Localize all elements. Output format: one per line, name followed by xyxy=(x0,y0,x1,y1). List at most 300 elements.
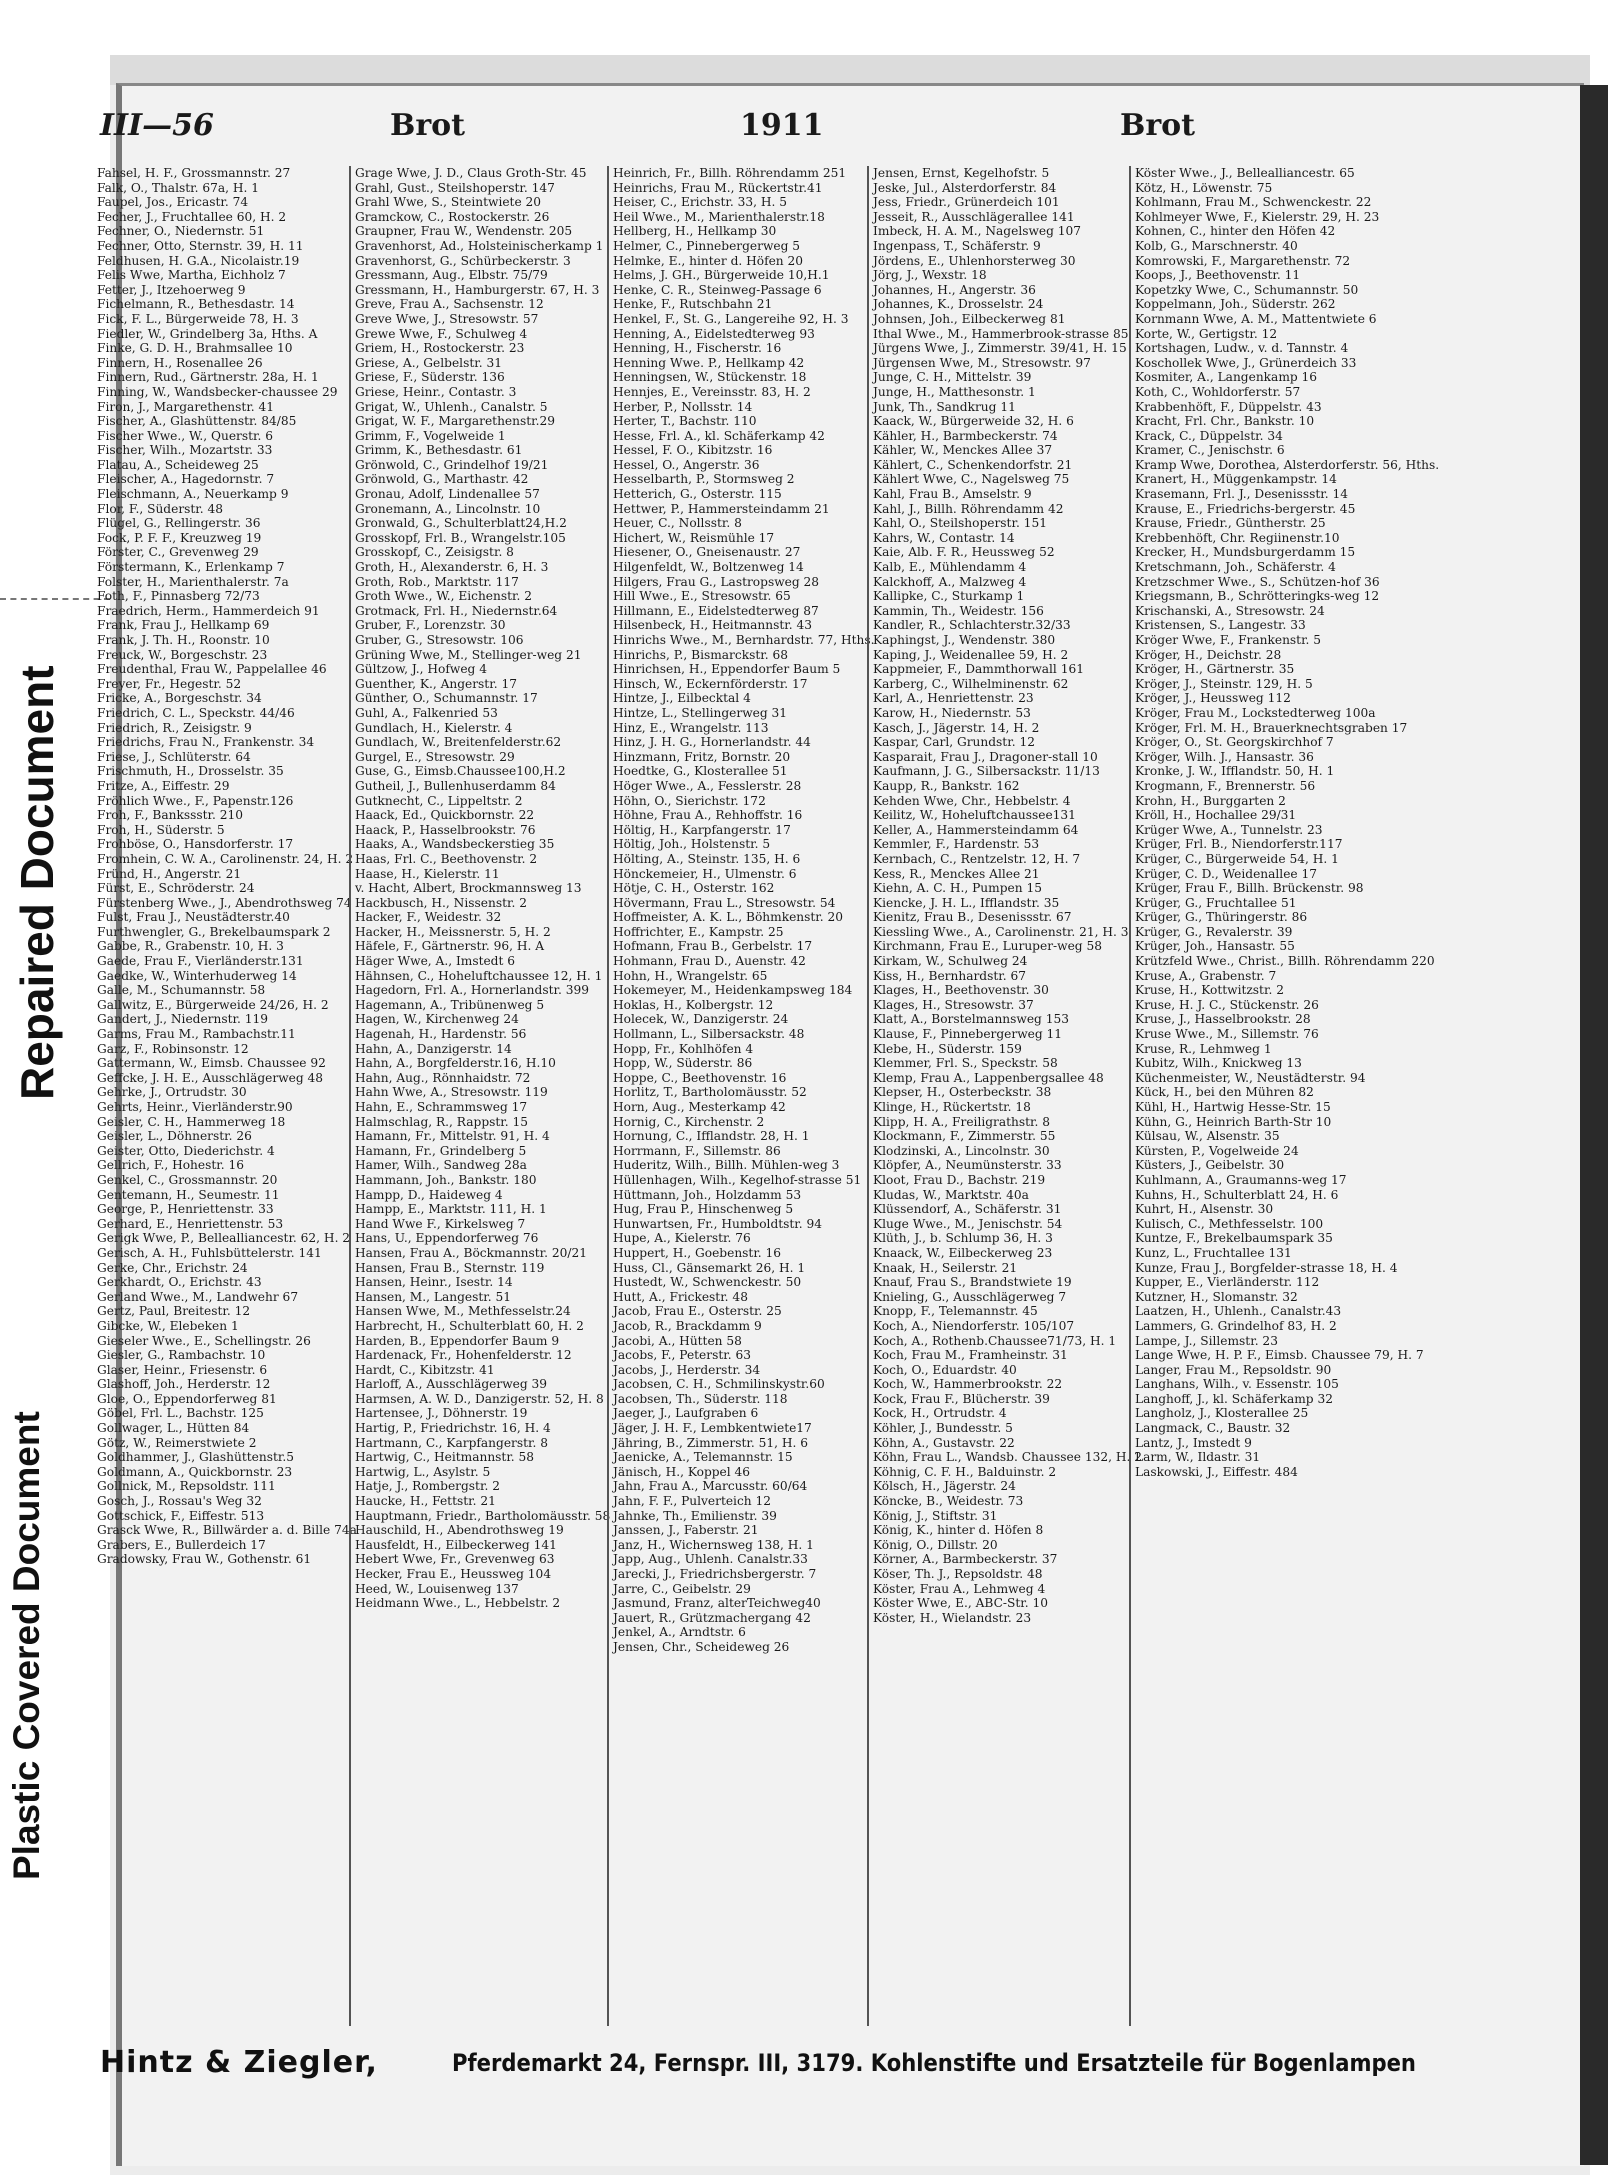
directory-entry: Gressmann, H., Hamburgerstr. 67, H. 3 xyxy=(355,282,600,297)
directory-entry: Kohlmeyer Wwe, F., Kielerstr. 29, H. 23 xyxy=(1135,209,1380,224)
page-top-shadow xyxy=(110,55,1590,85)
directory-entry: Kalb, E., Mühlendamm 4 xyxy=(873,560,1027,575)
directory-entry: Hessel, F. O., Kibitzstr. 16 xyxy=(613,443,773,458)
directory-entry: Hoedtke, G., Klosterallee 51 xyxy=(613,764,788,779)
directory-entry: Hesse, Frl. A., kl. Schäferkamp 42 xyxy=(613,428,825,443)
directory-entry: Laatzen, H., Uhlenh., Canalstr.43 xyxy=(1135,1304,1342,1319)
directory-entry: Kolb, G., Marschnerstr. 40 xyxy=(1135,238,1298,253)
directory-entry: Klüssendorf, A., Schäferstr. 31 xyxy=(873,1202,1062,1217)
directory-entry: Grönwold, G., Marthastr. 42 xyxy=(355,472,529,487)
directory-entry: Furthwengler, G., Brekelbaumspark 2 xyxy=(97,924,331,939)
directory-entry: Kuhrt, H., Alsenstr. 30 xyxy=(1135,1202,1274,1217)
directory-entry: Krischanski, A., Stresowstr. 24 xyxy=(1135,603,1325,618)
directory-entry: Koch, W., Hammerbrookstr. 22 xyxy=(873,1377,1063,1392)
directory-entry: Hahn, A., Borgfelderstr.16, H.10 xyxy=(355,1056,556,1071)
directory-entry: Friedrich, C. L., Speckstr. 44/46 xyxy=(97,705,295,720)
directory-column-4 xyxy=(867,166,1142,2026)
directory-entry: Hoffrichter, E., Kampstr. 25 xyxy=(613,924,784,939)
directory-entry: Hauptmann, Friedr., Bartholomäusstr. 58 xyxy=(355,1508,611,1523)
directory-entry: Henkel, F., St. G., Langereihe 92, H. 3 xyxy=(613,311,849,326)
directory-entry: Heiser, C., Erichstr. 33, H. 5 xyxy=(613,195,788,210)
directory-entry: Froh, H., Süderstr. 5 xyxy=(97,822,225,837)
directory-entry: Kretzschmer Wwe., S., Schützen-hof 36 xyxy=(1135,574,1380,589)
directory-entry: Kutzner, H., Slomanstr. 32 xyxy=(1135,1289,1298,1304)
directory-entry: Hartmann, C., Karpfangerstr. 8 xyxy=(355,1435,549,1450)
directory-entry: Gerhard, E., Henriettenstr. 53 xyxy=(97,1216,284,1231)
directory-entry: Hinrichs, P., Bismarckstr. 68 xyxy=(613,647,788,662)
directory-entry: Kunz, L., Fruchtallee 131 xyxy=(1135,1245,1292,1260)
directory-entry: Jahn, Frau A., Marcusstr. 60/64 xyxy=(613,1479,808,1494)
directory-entry: Jacobi, A., Hütten 58 xyxy=(613,1333,742,1348)
directory-entry: Kähler, H., Barmbeckerstr. 74 xyxy=(873,428,1058,443)
directory-entry: Jensen, Chr., Scheideweg 26 xyxy=(613,1639,790,1654)
directory-entry: Kahl, O., Steilshoperstr. 151 xyxy=(873,516,1047,531)
directory-entry: Günther, O., Schumannstr. 17 xyxy=(355,691,538,706)
directory-entry: Hohmann, Frau D., Auenstr. 42 xyxy=(613,954,806,969)
directory-entry: Jaenicke, A., Telemannstr. 15 xyxy=(613,1450,793,1465)
directory-entry: Guhl, A., Falkenried 53 xyxy=(355,705,498,720)
directory-entry: Fröhlich Wwe., F., Papenstr.126 xyxy=(97,793,294,808)
directory-entry: Gertz, Paul, Breitestr. 12 xyxy=(97,1304,251,1319)
directory-entry: Hansen, Frau B., Sternstr. 119 xyxy=(355,1260,545,1275)
directory-entry: Häger Wwe, A., Imstedt 6 xyxy=(355,954,516,969)
directory-entry: Klinge, H., Rückertstr. 18 xyxy=(873,1100,1031,1114)
directory-entry: Greve Wwe, J., Stresowstr. 57 xyxy=(355,311,539,326)
directory-entry: Grüning Wwe, M., Stellinger-weg 21 xyxy=(355,647,582,662)
directory-entry: Krüger, Frau F., Billh. Brückenstr. 98 xyxy=(1135,881,1364,896)
directory-entry: Klöpfer, A., Neumünsterstr. 33 xyxy=(873,1158,1062,1173)
directory-entry: Groth Wwe., W., Eichenstr. 2 xyxy=(355,589,533,604)
directory-entry: Gloe, O., Eppendorferweg 81 xyxy=(97,1391,277,1406)
directory-entry: Höltig, Joh., Holstenstr. 5 xyxy=(613,837,771,852)
directory-entry: König, J., Stiftstr. 31 xyxy=(873,1508,998,1523)
directory-entry: Freuck, W., Borgeschstr. 23 xyxy=(97,647,268,662)
directory-entry: Gerke, Chr., Erichstr. 24 xyxy=(97,1260,248,1275)
directory-entry: Herter, T., Bachstr. 110 xyxy=(613,414,757,429)
directory-entry: Hansen, Frau A., Böckmannstr. 20/21 xyxy=(355,1245,588,1260)
directory-entry: Klages, H., Beethovenstr. 30 xyxy=(873,983,1049,998)
directory-entry: Gellrich, F., Hohestr. 16 xyxy=(97,1158,244,1173)
directory-entry: Hutt, A., Frickestr. 48 xyxy=(613,1289,748,1304)
directory-entry: Huppert, H., Goebenstr. 16 xyxy=(613,1245,782,1260)
directory-entry: Hill Wwe., E., Stresowstr. 65 xyxy=(613,589,791,604)
directory-entry: Knaak, H., Seilerstr. 21 xyxy=(873,1260,1018,1275)
directory-entry: Heinrichs, Frau M., Rückertstr.41 xyxy=(613,180,823,195)
directory-entry: Kuhlmann, A., Graumanns-weg 17 xyxy=(1135,1172,1347,1187)
directory-entry: Johannes, K., Drosselstr. 24 xyxy=(873,297,1044,312)
directory-entry: Hoffmeister, A. K. L., Böhmkenstr. 20 xyxy=(613,910,844,925)
directory-entry: Hofmann, Frau B., Gerbelstr. 17 xyxy=(613,939,813,954)
directory-entry: Junge, H., Matthesonstr. 1 xyxy=(873,384,1036,399)
directory-entry: Herber, P., Nollsstr. 14 xyxy=(613,399,753,414)
directory-entry: Imbeck, H. A. M., Nagelsweg 107 xyxy=(873,224,1082,239)
directory-entry: Krüger, G., Thüringerstr. 86 xyxy=(1135,910,1308,925)
directory-entry: Freudenthal, Frau W., Pappelallee 46 xyxy=(97,662,327,677)
directory-entry: Kürsten, P., Vogelweide 24 xyxy=(1135,1143,1299,1158)
directory-entry: Gruber, F., Lorenzstr. 30 xyxy=(355,618,506,633)
directory-entry: Kröger, H., Deichstr. 28 xyxy=(1135,647,1282,662)
directory-entry: Harden, B., Eppendorfer Baum 9 xyxy=(355,1333,560,1348)
directory-entry: Klepser, H., Osterbeckstr. 38 xyxy=(873,1085,1052,1100)
directory-entry: Klages, H., Stresowstr. 37 xyxy=(873,997,1034,1012)
directory-entry: Hacker, H., Meissnerstr. 5, H. 2 xyxy=(355,924,551,939)
directory-entry: Gottschick, F., Eiffestr. 513 xyxy=(97,1508,265,1523)
directory-entry: Horlitz, T., Bartholomäusstr. 52 xyxy=(613,1085,807,1100)
directory-entry: Kruse, H., Kottwitzstr. 2 xyxy=(1135,983,1284,998)
directory-entry: Kaphingst, J., Wendenstr. 380 xyxy=(873,633,1056,647)
directory-entry: Köhler, J., Bundesstr. 5 xyxy=(873,1421,1013,1436)
directory-entry: Larm, W., Ildastr. 31 xyxy=(1135,1450,1261,1465)
directory-entry: Kosmiter, A., Langenkamp 16 xyxy=(1135,370,1318,385)
directory-entry: Gollnick, M., Repsoldstr. 111 xyxy=(97,1479,276,1494)
directory-entry: Kiessling Wwe., A., Carolinenstr. 21, H. 3 xyxy=(873,924,1129,939)
directory-columns xyxy=(93,166,1440,2026)
directory-entry: Langhoff, J., kl. Schäferkamp 32 xyxy=(1135,1391,1333,1406)
directory-entry: Kiencke, J. H. L., Ifflandstr. 35 xyxy=(873,895,1060,910)
directory-entry: Gollwager, L., Hütten 84 xyxy=(97,1421,250,1436)
directory-entry: Fraedrich, Herm., Hammerdeich 91 xyxy=(97,603,320,618)
directory-entry: Hötje, C. H., Osterstr. 162 xyxy=(613,881,775,896)
directory-column-2 xyxy=(349,166,611,2026)
directory-entry: Gronemann, A., Lincolnstr. 10 xyxy=(355,501,541,516)
directory-entry: Koops, J., Beethovenstr. 11 xyxy=(1135,268,1301,283)
directory-entry: Krüger, C., Bürgerweide 54, H. 1 xyxy=(1135,851,1339,866)
directory-entry: Kahrs, W., Contastr. 14 xyxy=(873,530,1015,545)
directory-entry: Glashoff, Joh., Herderstr. 12 xyxy=(97,1377,271,1392)
directory-entry: Groth, Rob., Marktstr. 117 xyxy=(355,574,519,589)
directory-entry: Hansen Wwe, M., Methfesselstr.24 xyxy=(355,1304,571,1319)
directory-entry: Hackbusch, H., Nissenstr. 2 xyxy=(355,895,527,910)
directory-entry: Hichert, W., Reismühle 17 xyxy=(613,530,775,545)
directory-entry: Huderitz, Wilh., Billh. Mühlen-weg 3 xyxy=(613,1158,840,1173)
directory-entry: Hartig, P., Friedrichstr. 16, H. 4 xyxy=(355,1421,551,1436)
directory-entry: Johannes, H., Angerstr. 36 xyxy=(873,282,1036,297)
directory-entry: Hilgers, Frau G., Lastropsweg 28 xyxy=(613,574,820,589)
directory-entry: Kludas, W., Marktstr. 40a xyxy=(873,1187,1029,1202)
directory-entry: Geister, Otto, Diederichstr. 4 xyxy=(97,1143,275,1158)
directory-entry: Lampe, J., Sillemstr. 23 xyxy=(1135,1333,1278,1348)
directory-entry: Heinrich, Fr., Billh. Röhrendamm 251 xyxy=(613,166,847,180)
directory-column-3 xyxy=(607,166,875,2026)
directory-entry: Haas, Frl. C., Beethovenstr. 2 xyxy=(355,851,538,866)
directory-entry: Holecek, W., Danzigerstr. 24 xyxy=(613,1012,789,1027)
directory-entry: Goldmann, A., Quickbornstr. 23 xyxy=(97,1464,293,1479)
directory-entry: Frank, J. Th. H., Roonstr. 10 xyxy=(97,633,270,647)
directory-entry: Kramp Wwe, Dorothea, Alsterdorferstr. 56, Hths. xyxy=(1135,457,1440,472)
directory-year: 1911 xyxy=(740,108,824,143)
directory-entry: Kirchmann, Frau E., Luruper-weg 58 xyxy=(873,939,1102,954)
directory-entry: Fechner, Otto, Sternstr. 39, H. 11 xyxy=(97,238,304,253)
directory-entry: Kruse, R., Lehmweg 1 xyxy=(1135,1041,1272,1056)
directory-entry: Krack, C., Düppelstr. 34 xyxy=(1135,428,1283,443)
directory-entry: Köster, H., Wielandstr. 23 xyxy=(873,1610,1032,1625)
directory-entry: Glaser, Heinr., Friesenstr. 6 xyxy=(97,1362,268,1377)
advertiser-name: Hintz & Ziegler, xyxy=(100,2045,378,2080)
directory-entry: Jensen, Ernst, Kegelhofstr. 5 xyxy=(873,166,1050,180)
directory-entry: Jörg, J., Wexstr. 18 xyxy=(873,268,987,283)
directory-entry: Krüger Wwe, A., Tunnelstr. 23 xyxy=(1135,822,1323,837)
directory-entry: Grahl Wwe, S., Steintwiete 20 xyxy=(355,195,542,210)
directory-entry: Hahn, A., Danzigerstr. 14 xyxy=(355,1041,512,1056)
directory-entry: Hartwig, C., Heitmannstr. 58 xyxy=(355,1450,535,1465)
directory-entry: Kriegsmann, B., Schrötteringks-weg 12 xyxy=(1135,589,1380,604)
directory-entry: Hagenah, H., Hardenstr. 56 xyxy=(355,1027,527,1042)
directory-entry: Hollmann, L., Silbersackstr. 48 xyxy=(613,1027,805,1042)
directory-entry: Haack, Ed., Quickbornstr. 22 xyxy=(355,808,535,823)
directory-entry: Folster, H., Marienthalerstr. 7a xyxy=(97,574,289,589)
directory-entry: Kronke, J. W., Ifflandstr. 50, H. 1 xyxy=(1135,764,1335,779)
directory-entry: Gravenhorst, G., Schürbeckerstr. 3 xyxy=(355,253,571,268)
directory-entry: Gramckow, C., Rostockerstr. 26 xyxy=(355,209,550,224)
directory-entry: Köncke, B., Weidestr. 73 xyxy=(873,1494,1024,1509)
directory-entry: Fichelmann, R., Bethesdastr. 14 xyxy=(97,297,295,312)
directory-entry: Huss, Cl., Gänsemarkt 26, H. 1 xyxy=(613,1260,806,1275)
directory-entry: Jesseit, R., Ausschlägerallee 141 xyxy=(873,209,1075,224)
directory-entry: Kuntze, F., Brekelbaumspark 35 xyxy=(1135,1231,1333,1246)
directory-entry: Kracht, Frl. Chr., Bankstr. 10 xyxy=(1135,414,1315,429)
directory-entry: Jauert, R., Grützmachergang 42 xyxy=(613,1610,811,1625)
directory-entry: Fecher, J., Fruchtallee 60, H. 2 xyxy=(97,209,287,224)
directory-entry: Henning, A., Eidelstedterweg 93 xyxy=(613,326,815,341)
directory-entry: Jacobs, F., Peterstr. 63 xyxy=(613,1348,751,1363)
directory-entry: Janssen, J., Faberstr. 21 xyxy=(613,1523,759,1538)
directory-entry: Jahn, F. F., Pulverteich 12 xyxy=(613,1494,772,1509)
directory-entry: George, P., Henriettenstr. 33 xyxy=(97,1202,274,1217)
directory-entry: Hacker, F., Weidestr. 32 xyxy=(355,910,502,925)
directory-entry: Grewe Wwe, F., Schulweg 4 xyxy=(355,326,528,341)
directory-entry: Körner, A., Barmbeckerstr. 37 xyxy=(873,1552,1058,1567)
directory-entry: Höger Wwe., A., Fesslerstr. 28 xyxy=(613,778,802,793)
directory-entry: Kortshagen, Ludw., v. d. Tannstr. 4 xyxy=(1135,341,1349,356)
directory-entry: Hinzmann, Fritz, Bornstr. 20 xyxy=(613,749,791,764)
directory-entry: Krohn, H., Burggarten 2 xyxy=(1135,793,1286,808)
directory-entry: Kloot, Frau D., Bachstr. 219 xyxy=(873,1172,1046,1187)
directory-entry: Hunwartsen, Fr., Humboldtstr. 94 xyxy=(613,1216,823,1231)
directory-entry: Jürgensen Wwe, M., Stresowstr. 97 xyxy=(873,355,1091,370)
directory-entry: Hilgenfeldt, W., Boltzenweg 14 xyxy=(613,560,804,575)
directory-entry: v. Hacht, Albert, Brockmannsweg 13 xyxy=(355,881,582,896)
directory-entry: Göbel, Frl. L., Bachstr. 125 xyxy=(97,1406,264,1421)
directory-entry: Köhnig, C. F. H., Balduinstr. 2 xyxy=(873,1464,1057,1479)
directory-entry: Haucke, H., Fettstr. 21 xyxy=(355,1494,496,1509)
directory-entry: Kohnen, C., hinter den Höfen 42 xyxy=(1135,224,1336,239)
directory-entry: Hetterich, G., Osterstr. 115 xyxy=(613,487,782,502)
directory-entry: Fricke, A., Borgeschstr. 34 xyxy=(97,691,262,706)
directory-entry: Gehrts, Heinr., Vierländerstr.90 xyxy=(97,1100,293,1114)
directory-entry: Hohn, H., Wrangelstr. 65 xyxy=(613,968,768,983)
directory-entry: Falk, O., Thalstr. 67a, H. 1 xyxy=(97,180,260,195)
directory-entry: Kappmeier, F., Dammthorwall 161 xyxy=(873,662,1084,677)
directory-entry: Kröger, O., St. Georgskirchhof 7 xyxy=(1135,735,1334,750)
directory-entry: Fleischmann, A., Neuerkamp 9 xyxy=(97,487,289,502)
directory-entry: Haaks, A., Wandsbeckerstieg 35 xyxy=(355,837,555,852)
directory-entry: Förstermann, K., Erlenkamp 7 xyxy=(97,560,285,575)
directory-entry: Guenther, K., Angerstr. 17 xyxy=(355,676,517,691)
directory-entry: Kohlmann, Frau M., Schwenckestr. 22 xyxy=(1135,195,1372,210)
directory-entry: Klodzinski, A., Lincolnstr. 30 xyxy=(873,1143,1050,1158)
directory-entry: Fromhein, C. W. A., Carolinenstr. 24, H. 2 xyxy=(97,851,354,866)
directory-entry: Klipp, H. A., Freiligrathstr. 8 xyxy=(873,1114,1051,1129)
directory-entry: Hüllenhagen, Wilh., Kegelhof-strasse 51 xyxy=(613,1172,862,1187)
directory-entry: Langer, Frau M., Repsoldstr. 90 xyxy=(1135,1362,1332,1377)
directory-entry: Küsters, J., Geibelstr. 30 xyxy=(1135,1158,1285,1173)
directory-entry: Freyer, Fr., Hegestr. 52 xyxy=(97,676,242,691)
directory-entry: Kahl, J., Billh. Röhrendamm 42 xyxy=(873,501,1064,516)
directory-entry: Lammers, G. Grindelhof 83, H. 2 xyxy=(1135,1318,1337,1333)
directory-entry: Hinz, J. H. G., Hornerlandstr. 44 xyxy=(613,735,811,750)
directory-entry: Kretschmann, Joh., Schäferstr. 4 xyxy=(1135,560,1336,575)
directory-entry: Hennjes, E., Vereinsstr. 83, H. 2 xyxy=(613,384,811,399)
directory-entry: Jarre, C., Geibelstr. 29 xyxy=(613,1581,751,1596)
directory-entry: Hampp, D., Haideweg 4 xyxy=(355,1187,503,1202)
directory-entry: Gressmann, Aug., Elbstr. 75/79 xyxy=(355,268,548,283)
directory-entry: Kupper, E., Vierländerstr. 112 xyxy=(1135,1275,1320,1290)
directory-entry: Külsau, W., Alsenstr. 35 xyxy=(1135,1129,1280,1144)
directory-entry: Kaack, W., Bürgerweide 32, H. 6 xyxy=(873,414,1074,429)
directory-entry: Haack, P., Hasselbrookstr. 76 xyxy=(355,822,536,837)
directory-entry: Kock, H., Ortrudstr. 4 xyxy=(873,1406,1007,1421)
directory-entry: Kandler, R., Schlachterstr.32/33 xyxy=(873,618,1071,633)
directory-entry: Graupner, Frau W., Wendenstr. 205 xyxy=(355,224,573,239)
directory-entry: Junk, Th., Sandkrug 11 xyxy=(873,399,1016,414)
directory-entry: Firon, J., Margarethenstr. 41 xyxy=(97,399,275,414)
directory-entry: Hillmann, E., Eidelstedterweg 87 xyxy=(613,603,819,618)
directory-entry: Hansen, M., Langestr. 51 xyxy=(355,1289,512,1304)
directory-entry: Jördens, E., Uhlenhorsterweg 30 xyxy=(873,253,1076,268)
directory-entry: Krüger, Joh., Hansastr. 55 xyxy=(1135,939,1295,954)
page-number: III—56 xyxy=(100,108,214,143)
page-binding-edge xyxy=(1580,85,1608,2165)
directory-entry: Kück, H., bei den Mühren 82 xyxy=(1135,1085,1314,1100)
directory-entry: Hug, Frau P., Hinschenweg 5 xyxy=(613,1202,794,1217)
directory-entry: Garms, Frau M., Rambachstr.11 xyxy=(97,1027,296,1042)
directory-entry: Henningsen, W., Stückenstr. 18 xyxy=(613,370,807,385)
directory-entry: Hagedorn, Frl. A., Hornerlandstr. 399 xyxy=(355,983,589,998)
directory-entry: Kasch, J., Jägerstr. 14, H. 2 xyxy=(873,720,1040,735)
directory-entry: Jäger, J. H. F., Lembkentwiete17 xyxy=(613,1421,812,1436)
directory-entry: Klemmer, Frl. S., Speckstr. 58 xyxy=(873,1056,1058,1071)
directory-entry: Hustedt, W., Schwenckestr. 50 xyxy=(613,1275,802,1290)
section-title-right: Brot xyxy=(1120,108,1196,143)
directory-column-5 xyxy=(1129,166,1440,2026)
directory-entry: Felis Wwe, Martha, Eichholz 7 xyxy=(97,268,286,283)
directory-entry: Gandert, J., Niedernstr. 119 xyxy=(97,1012,269,1027)
directory-entry: Klockmann, F., Zimmerstr. 55 xyxy=(873,1129,1056,1144)
directory-entry: Fürst, E., Schröderstr. 24 xyxy=(97,881,255,896)
directory-entry: Häfele, F., Gärtnerstr. 96, H. A xyxy=(355,939,545,954)
page-header xyxy=(100,108,1390,152)
directory-entry: Genkel, C., Grossmannstr. 20 xyxy=(97,1172,278,1187)
directory-entry: Komrowski, F., Margarethenstr. 72 xyxy=(1135,253,1351,268)
directory-entry: Gabbe, R., Grabenstr. 10, H. 3 xyxy=(97,939,284,954)
directory-entry: Hausfeldt, H., Eilbeckerweg 141 xyxy=(355,1537,557,1552)
directory-entry: Krüger, C. D., Weidenallee 17 xyxy=(1135,866,1317,881)
directory-entry: Kröger, H., Gärtnerstr. 35 xyxy=(1135,662,1295,677)
directory-entry: Kluge Wwe., M., Jenischstr. 54 xyxy=(873,1216,1063,1231)
directory-entry: Kasparait, Frau J., Dragoner-stall 10 xyxy=(873,749,1098,764)
directory-entry: Grotmack, Frl. H., Niedernstr.64 xyxy=(355,603,558,618)
directory-entry: Gültzow, J., Hofweg 4 xyxy=(355,662,487,677)
directory-entry: Hüttmann, Joh., Holzdamm 53 xyxy=(613,1187,802,1202)
directory-entry: Helms, J. GH., Bürgerweide 10,H.1 xyxy=(613,268,830,283)
section-title-left: Brot xyxy=(390,108,466,143)
directory-entry: Fick, F. L., Bürgerweide 78, H. 3 xyxy=(97,311,299,326)
directory-entry: Jaeger, J., Laufgraben 6 xyxy=(613,1406,759,1421)
directory-entry: Kröger, Frl. M. H., Brauerknechtsgraben 17 xyxy=(1135,720,1408,735)
directory-entry: Gruber, G., Stresowstr. 106 xyxy=(355,633,524,647)
directory-entry: König, K., hinter d. Höfen 8 xyxy=(873,1523,1044,1538)
directory-entry: Klatt, A., Borstelmannsweg 153 xyxy=(873,1012,1069,1027)
directory-entry: Finnern, Rud., Gärtnerstr. 28a, H. 1 xyxy=(97,370,319,385)
directory-entry: Hatje, J., Rombergstr. 2 xyxy=(355,1479,500,1494)
directory-entry: Kaufmann, J. G., Silbersackstr. 11/13 xyxy=(873,764,1100,779)
directory-entry: Gaedke, W., Winterhuderweg 14 xyxy=(97,968,297,983)
directory-entry: Jänisch, H., Koppel 46 xyxy=(613,1464,751,1479)
directory-entry: Grasck Wwe, R., Billwärder a. d. Bille 74a xyxy=(97,1523,357,1538)
directory-entry: Finke, G. D. H., Brahmsallee 10 xyxy=(97,341,293,356)
directory-entry: Flügel, G., Rellingerstr. 36 xyxy=(97,516,261,531)
directory-entry: Kröger, Frau M., Lockstedterweg 100a xyxy=(1135,705,1376,720)
directory-entry: Förster, C., Grevenweg 29 xyxy=(97,545,259,560)
directory-entry: Fahsel, H. F., Grossmannstr. 27 xyxy=(97,166,291,180)
directory-entry: Hardenack, Fr., Hohenfelderstr. 12 xyxy=(355,1348,572,1363)
directory-entry: Gutheil, J., Bullenhuserdamm 84 xyxy=(355,778,556,793)
directory-entry: Köster Wwe., J., Bellealliancestr. 65 xyxy=(1135,166,1355,180)
directory-entry: Hamann, Fr., Mittelstr. 91, H. 4 xyxy=(355,1129,550,1144)
advertisement-text: Pferdemarkt 24, Fernspr. III, 3179. Kohlenstifte und Ersatzteile für Bogenlampen xyxy=(452,2049,1416,2077)
directory-entry: Gutknecht, C., Lippeltstr. 2 xyxy=(355,793,523,808)
directory-entry: Jacobs, J., Herderstr. 34 xyxy=(613,1362,761,1377)
directory-entry: Gosch, J., Rossau's Weg 32 xyxy=(97,1494,262,1509)
directory-entry: Gentemann, H., Seumestr. 11 xyxy=(97,1187,280,1202)
directory-entry: Groth, H., Alexanderstr. 6, H. 3 xyxy=(355,560,549,575)
directory-entry: Krebbenhöft, Chr. Regiinenstr.10 xyxy=(1135,530,1340,545)
directory-entry: Kalckhoff, A., Malzweg 4 xyxy=(873,574,1027,589)
directory-entry: Krause, E., Friedrichs-bergerstr. 45 xyxy=(1135,501,1356,516)
directory-entry: Fischer, A., Glashüttenstr. 84/85 xyxy=(97,414,297,429)
directory-entry: Hokemeyer, M., Heidenkampsweg 184 xyxy=(613,983,853,998)
directory-entry: Kiss, H., Bernhardstr. 67 xyxy=(873,968,1026,983)
directory-entry: Heidmann Wwe., L., Hebbelstr. 2 xyxy=(355,1596,561,1611)
directory-entry: Langhans, Wilh., v. Essenstr. 105 xyxy=(1135,1377,1339,1392)
directory-entry: Kölsch, H., Jägerstr. 24 xyxy=(873,1479,1016,1494)
directory-entry: Fock, P. F. F., Kreuzweg 19 xyxy=(97,530,262,545)
directory-entry: Goldhammer, J., Glashüttenstr.5 xyxy=(97,1450,294,1465)
directory-entry: Klüth, J., b. Schlump 36, H. 3 xyxy=(873,1231,1053,1246)
directory-entry: Helmke, E., hinter d. Höfen 20 xyxy=(613,253,804,268)
directory-entry: Kock, Frau F., Blücherstr. 39 xyxy=(873,1391,1050,1406)
directory-entry: Lange Wwe, H. P. F., Eimsb. Chaussee 79, H. 7 xyxy=(1135,1348,1424,1363)
directory-entry: Kess, R., Menckes Allee 21 xyxy=(873,866,1040,881)
directory-entry: Hornung, C., Ifflandstr. 28, H. 1 xyxy=(613,1129,810,1144)
directory-entry: Jähring, B., Zimmerstr. 51, H. 6 xyxy=(613,1435,808,1450)
directory-entry: Hellberg, H., Hellkamp 30 xyxy=(613,224,777,239)
directory-entry: Greve, Frau A., Sachsenstr. 12 xyxy=(355,297,544,312)
directory-entry: Koch, O., Eduardstr. 40 xyxy=(873,1362,1017,1377)
directory-entry: Froh, F., Bankssstr. 210 xyxy=(97,808,244,823)
directory-entry: Grosskopf, C., Zeisigstr. 8 xyxy=(355,545,514,560)
directory-entry: Karberg, C., Wilhelminenstr. 62 xyxy=(873,676,1069,691)
directory-entry: Kulisch, C., Methfesselstr. 100 xyxy=(1135,1216,1324,1231)
directory-entry: Hähnsen, C., Hoheluftchaussee 12, H. 1 xyxy=(355,968,603,983)
directory-entry: Knieling, G., Ausschlägerweg 7 xyxy=(873,1289,1067,1304)
directory-entry: Hartwig, L., Asylstr. 5 xyxy=(355,1464,491,1479)
directory-entry: Köhn, A., Gustavstr. 22 xyxy=(873,1435,1015,1450)
directory-entry: Jarecki, J., Friedrichsbergerstr. 7 xyxy=(613,1567,817,1581)
directory-entry: Kahl, Frau B., Amselstr. 9 xyxy=(873,487,1032,502)
directory-entry: Frank, Frau J., Hellkamp 69 xyxy=(97,618,270,633)
directory-entry: Kähler, W., Menckes Allee 37 xyxy=(873,443,1053,458)
